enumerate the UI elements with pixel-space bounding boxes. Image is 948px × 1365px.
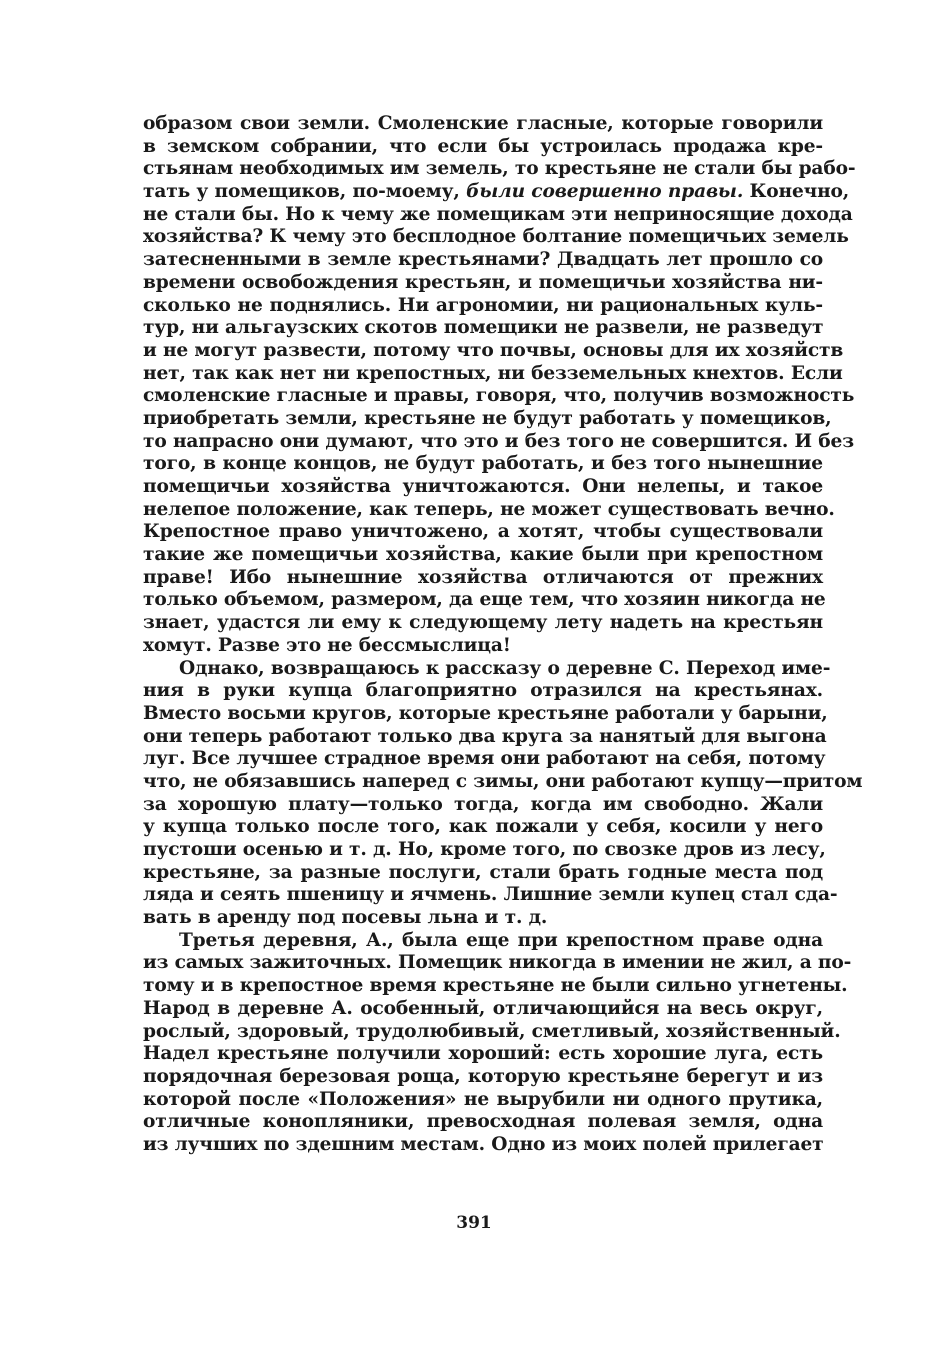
italic-emphasis: были совершенно правы. <box>466 181 744 203</box>
text-line: они теперь работают только два круга за нанятый для выгона <box>143 725 827 747</box>
text-line: нелепое положение, как теперь, не может существовать вечно. <box>143 498 835 520</box>
text-line: у купца только после того, как пожали у себя, косили у него <box>143 816 823 838</box>
text-line: из самых зажиточных. Помещик никогда в имении не жил, а по- <box>143 952 852 974</box>
text-line: Крепостное право уничтожено, а хотят, чтобы существовали <box>143 521 823 543</box>
text-line: образом свои земли. Смоленские гласные, которые говорили <box>143 113 823 134</box>
text-line: праве! Ибо нынешние хозяйства отличаются от прежних <box>143 566 823 588</box>
text-line: не стали бы. Но к чему же помещикам эти неприносящие дохода <box>143 203 853 225</box>
text-segment: Конечно, <box>749 181 850 203</box>
text-line: затесненными в земле крестьянами? Двадцать лет прошло со <box>143 249 823 271</box>
text-line: вать в аренду под посевы льна и т. д. <box>143 907 548 929</box>
text-line: Народ в деревне А. особенный, отличающийся на весь округ, <box>143 997 823 1019</box>
text-line: то напрасно они думают, что это и без того не совершится. И без <box>143 430 854 452</box>
text-line: тур, ни альгаузских скотов помещики не развели, не разведут <box>143 317 824 339</box>
text-line: сколько не поднялись. Ни агрономии, ни рациональных куль- <box>143 294 823 316</box>
text-line: ляда и сеять пшеницу и ячмень. Лишние земли купец стал сда- <box>143 884 838 906</box>
text-line: крестьяне, за разные послуги, стали брать годные места под <box>143 861 823 883</box>
text-line: луг. Все лучшее страдное время они работают на себя, потому <box>143 748 826 770</box>
text-line: нет, так как нет ни крепостных, ни безземельных кнехтов. Если <box>143 362 843 384</box>
text-line: стьянам необходимых им земель, то крестьяне не стали бы рабо- <box>143 158 856 180</box>
text-line: Вместо восьми кругов, которые крестьяне работали у барыни, <box>143 702 828 724</box>
text-line: такие же помещичьи хозяйства, какие были при крепостном <box>143 544 823 566</box>
text-line: ния в руки купца благоприятно отразился на крестьянах. <box>143 680 823 702</box>
text-line: помещичьи хозяйства уничтожаются. Они нелепы, и такое <box>143 476 823 497</box>
text-line: за хорошую плату—только тогда, когда им свободно. Жали <box>143 793 823 815</box>
text-line: хомут. Разве это не бессмыслица! <box>143 634 511 656</box>
text-line: что, не обязавшись наперед с зимы, они работают купцу—притом <box>143 770 863 792</box>
text-line: в земском собрании, что если бы устроилась продажа кре- <box>143 135 823 157</box>
text-line: приобретать земли, крестьяне не будут работать у помещиков, <box>143 407 832 429</box>
text-line: рослый, здоровый, трудолюбивый, сметливый, хозяйственный. <box>143 1020 841 1042</box>
text-line: и не могут развести, потому что почвы, основы для их хозяйств <box>143 339 844 361</box>
text-line: времени освобождения крестьян, и помещичьи хозяйства ни- <box>143 271 823 293</box>
page-number: 391 <box>456 1213 492 1233</box>
text-line: пустоши осенью и т. д. Но, кроме того, по свозке дров из лесу, <box>143 839 826 860</box>
text-line: только объемом, размером, да еще тем, что хозяин никогда не <box>143 589 826 611</box>
text-line: тому и в крепостное время крестьяне не были сильно угнетены. <box>143 975 848 997</box>
body-text <box>143 113 863 1157</box>
text-line: отличные конопляники, превосходная полевая земля, одна <box>143 1111 823 1133</box>
text-line: Надел крестьяне получили хороший: есть хорошие луга, есть <box>143 1043 823 1065</box>
text-segment: тать у помещиков, по-моему, <box>143 181 460 203</box>
paragraph-first-line: Третья деревня, А., была еще при крепостном праве одна <box>179 929 823 951</box>
text-line <box>143 181 850 204</box>
text-line: хозяйства? К чему это бесплодное болтание помещичьих земель <box>143 226 849 248</box>
text-line: смоленские гласные и правы, говоря, что, получив возможность <box>143 385 855 407</box>
text-line: порядочная березовая роща, которую крестьяне берегут и из <box>143 1065 823 1087</box>
paragraph-first-line: Однако, возвращаюсь к рассказу о деревне С. Переход име- <box>179 657 831 679</box>
text-line: того, в конце концов, не будут работать, и без того нынешние <box>143 453 823 475</box>
text-line: которой после «Положения» не вырубили ни одного прутика, <box>143 1088 823 1110</box>
text-line: знает, удастся ли ему к следующему лету надеть на крестьян <box>143 612 823 634</box>
text-line: из лучших по здешним местам. Одно из моих полей прилегает <box>143 1133 824 1155</box>
